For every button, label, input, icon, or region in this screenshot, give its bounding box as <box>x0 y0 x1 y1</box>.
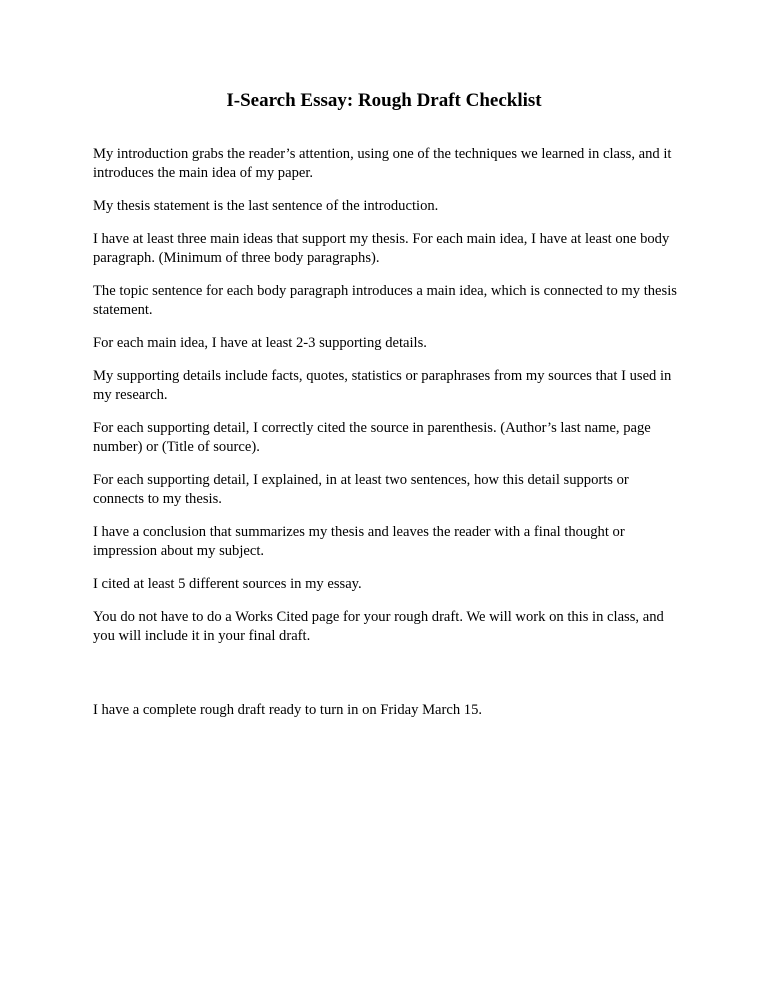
checklist-item-thesis: My thesis statement is the last sentence of the introduction. <box>93 198 439 214</box>
checklist-item-citations: For each supporting detail, I correctly cited the source in parenthesis. (Author’s last name, page number) or (Title of source). <box>93 420 651 455</box>
checklist-item-supporting-details: For each main idea, I have at least 2-3 supporting details. <box>93 335 427 351</box>
checklist-item-final-draft: I have a complete rough draft ready to turn in on Friday March 15. <box>93 702 483 718</box>
checklist-item-topic-sentence: The topic sentence for each body paragraph introduces a main idea, which is connected to my thesis statement. <box>93 283 677 318</box>
checklist-item-explanations: For each supporting detail, I explained, in at least two sentences, how this detail supports or connects to my thesis. <box>93 472 629 507</box>
checklist <box>93 145 683 734</box>
checklist-item-introduction: My introduction grabs the reader’s attention, using one of the techniques we learned in class, and it introduces the main idea of my paper. <box>93 146 672 181</box>
checklist-item-sources-count: I cited at least 5 different sources in my essay. <box>93 576 362 592</box>
checklist-item-conclusion: I have a conclusion that summarizes my thesis and leaves the reader with a final thought or impression about my subject. <box>93 524 625 559</box>
checklist-item-works-cited-note: You do not have to do a Works Cited page for your rough draft. We will work on this in class, and you will include it in your final draft. <box>93 609 664 644</box>
document-title: I-Search Essay: Rough Draft Checklist <box>226 90 542 111</box>
checklist-item-main-ideas: I have at least three main ideas that support my thesis. For each main idea, I have at least one body paragraph. (Minimum of three body paragraphs). <box>93 231 670 266</box>
checklist-item-detail-sources: My supporting details include facts, quotes, statistics or paraphrases from my sources that I used in my research. <box>93 368 672 403</box>
